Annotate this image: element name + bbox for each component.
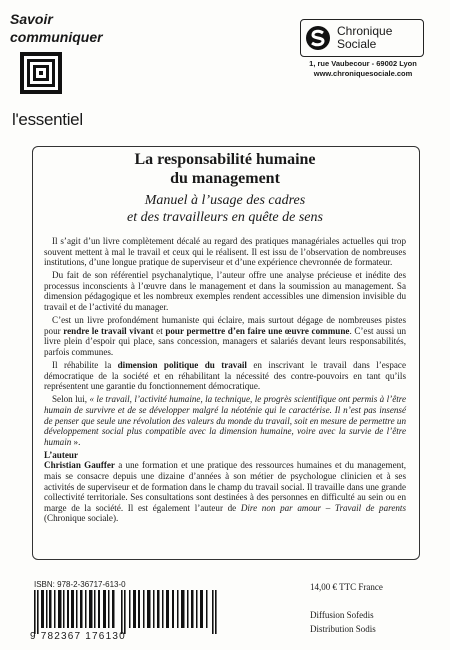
blurb-paragraph-4 [44, 360, 406, 392]
p3-text-a: C’est un livre profondément humaniste qui éclaire, mais surtout dégage de nombreuses pistes pour [44, 315, 406, 336]
publisher-name-line-2: Sociale [337, 37, 377, 51]
blurb-paragraph-3 [44, 315, 406, 357]
series-line-2: communiquer [10, 29, 103, 45]
blurb-text [44, 236, 406, 526]
p3-bold-b: pour permettre d’en faire une œuvre commune [165, 325, 350, 336]
series-logo-icon [20, 52, 62, 94]
p3-text-c: . C’est aussi un livre plein d’espoir qui place, sans concession, managers et salariés devant leurs responsabilités, parfois communes. [44, 325, 406, 357]
author-heading: L’auteur [44, 449, 79, 460]
collection-name: l'essentiel [12, 110, 83, 129]
publisher-street: 1, rue Vaubecour - 69002 Lyon [309, 59, 417, 68]
blurb-paragraph-2: Du fait de son référentiel psychanalytique, l’auteur offre une analyse précieuse et inédite des processus inconscients à l’œuvre dans le management et dans la soumission au management. Sa dimension pédagogique et les nombreux exemples rendent accessibles une dimension invisible du travail et de l’activité du manager. [44, 270, 406, 313]
book-title-line-1: La responsabilité humaine [134, 151, 316, 168]
author-text-a: a une formation et une pratique des ressources humaines et du management, mais se consacre depuis une dizaine d’années à son métier de psychologue clinicien et à ses activités de superviseur et de formation dans le champ du travail social. Il travaille dans une grande collectivité territoriale. Ses consultations sont destinées à des personnes en difficulté au sein ou en marge de la société. Il est également l’auteur de [44, 460, 406, 513]
publisher-logo-icon [305, 25, 331, 51]
p3-text-b: et [153, 325, 166, 336]
book-title-line-2: du management [170, 170, 280, 187]
barcode-digits: 9 782367 176130 [30, 631, 126, 642]
book-subtitle-line-1: Manuel à l’usage des cadres [144, 193, 306, 208]
series-line-1: Savoir [10, 11, 53, 27]
publisher-name [337, 25, 392, 51]
distribution: Distribution Sodis [310, 624, 376, 634]
author-paragraph [44, 460, 406, 524]
author-other-book: Dire non par amour – Travail de parents [240, 502, 406, 513]
book-title [32, 150, 418, 188]
blurb-paragraph-1: Il s’agit d’un livre complètement décalé au regard des pratiques managériales actuelles qui trop souvent mettent à mal le travail et ceux qui le réalisent. Il est issu de l’observation de nombreuses institutions, d’une longue pratique de superviseur et d’une expérience chevronnée de formateur. [44, 236, 406, 268]
publisher-address [298, 59, 428, 79]
blurb-paragraph-5 [44, 394, 406, 447]
author-name: Christian Gauffer [44, 460, 115, 471]
price: 14,00 € TTC France [310, 582, 383, 592]
p4-text-b: en inscrivant le travail dans l’espace démocratique de la société et en réhabilitant la nécessité des contre-pouvoirs en tant qu’ils représentent une garantie du fonctionnement démocratique. [44, 360, 406, 392]
book-subtitle-line-2: et des travailleurs en quête de sens [127, 210, 323, 225]
book-subtitle [32, 192, 418, 226]
publisher-logo-box [300, 19, 424, 57]
series-name [10, 10, 103, 46]
p3-bold-a: rendre le travail vivant [63, 325, 154, 336]
barcode-icon [34, 590, 218, 634]
isbn-label: ISBN: 978-2-36717-613-0 [34, 580, 126, 589]
p4-text-a: Il réhabilite la [52, 360, 118, 371]
publisher-name-line-1: Chronique [337, 24, 393, 38]
p5-text-b: ». [71, 436, 81, 447]
author-text-b: (Chronique sociale). [44, 513, 119, 524]
p4-bold: dimension politique du travail [117, 360, 247, 371]
diffusion: Diffusion Sofedis [310, 610, 374, 620]
publisher-website: www.chroniquesociale.com [313, 69, 413, 78]
p5-quote: « le travail, l’activité humaine, la technique, le progrès scientifique ont permis à l’être humain de survivre et de se développer malgré la néoténie qui le caractérise. Il n’est pas insensé de penser que seule une révolution des valeurs du monde du travail, soit en mesure de permettre un développement social plus compatible avec la dimension humaine, voire avec la survie de l’être humain [44, 394, 406, 447]
p5-text-a: Selon lui, [52, 394, 90, 405]
